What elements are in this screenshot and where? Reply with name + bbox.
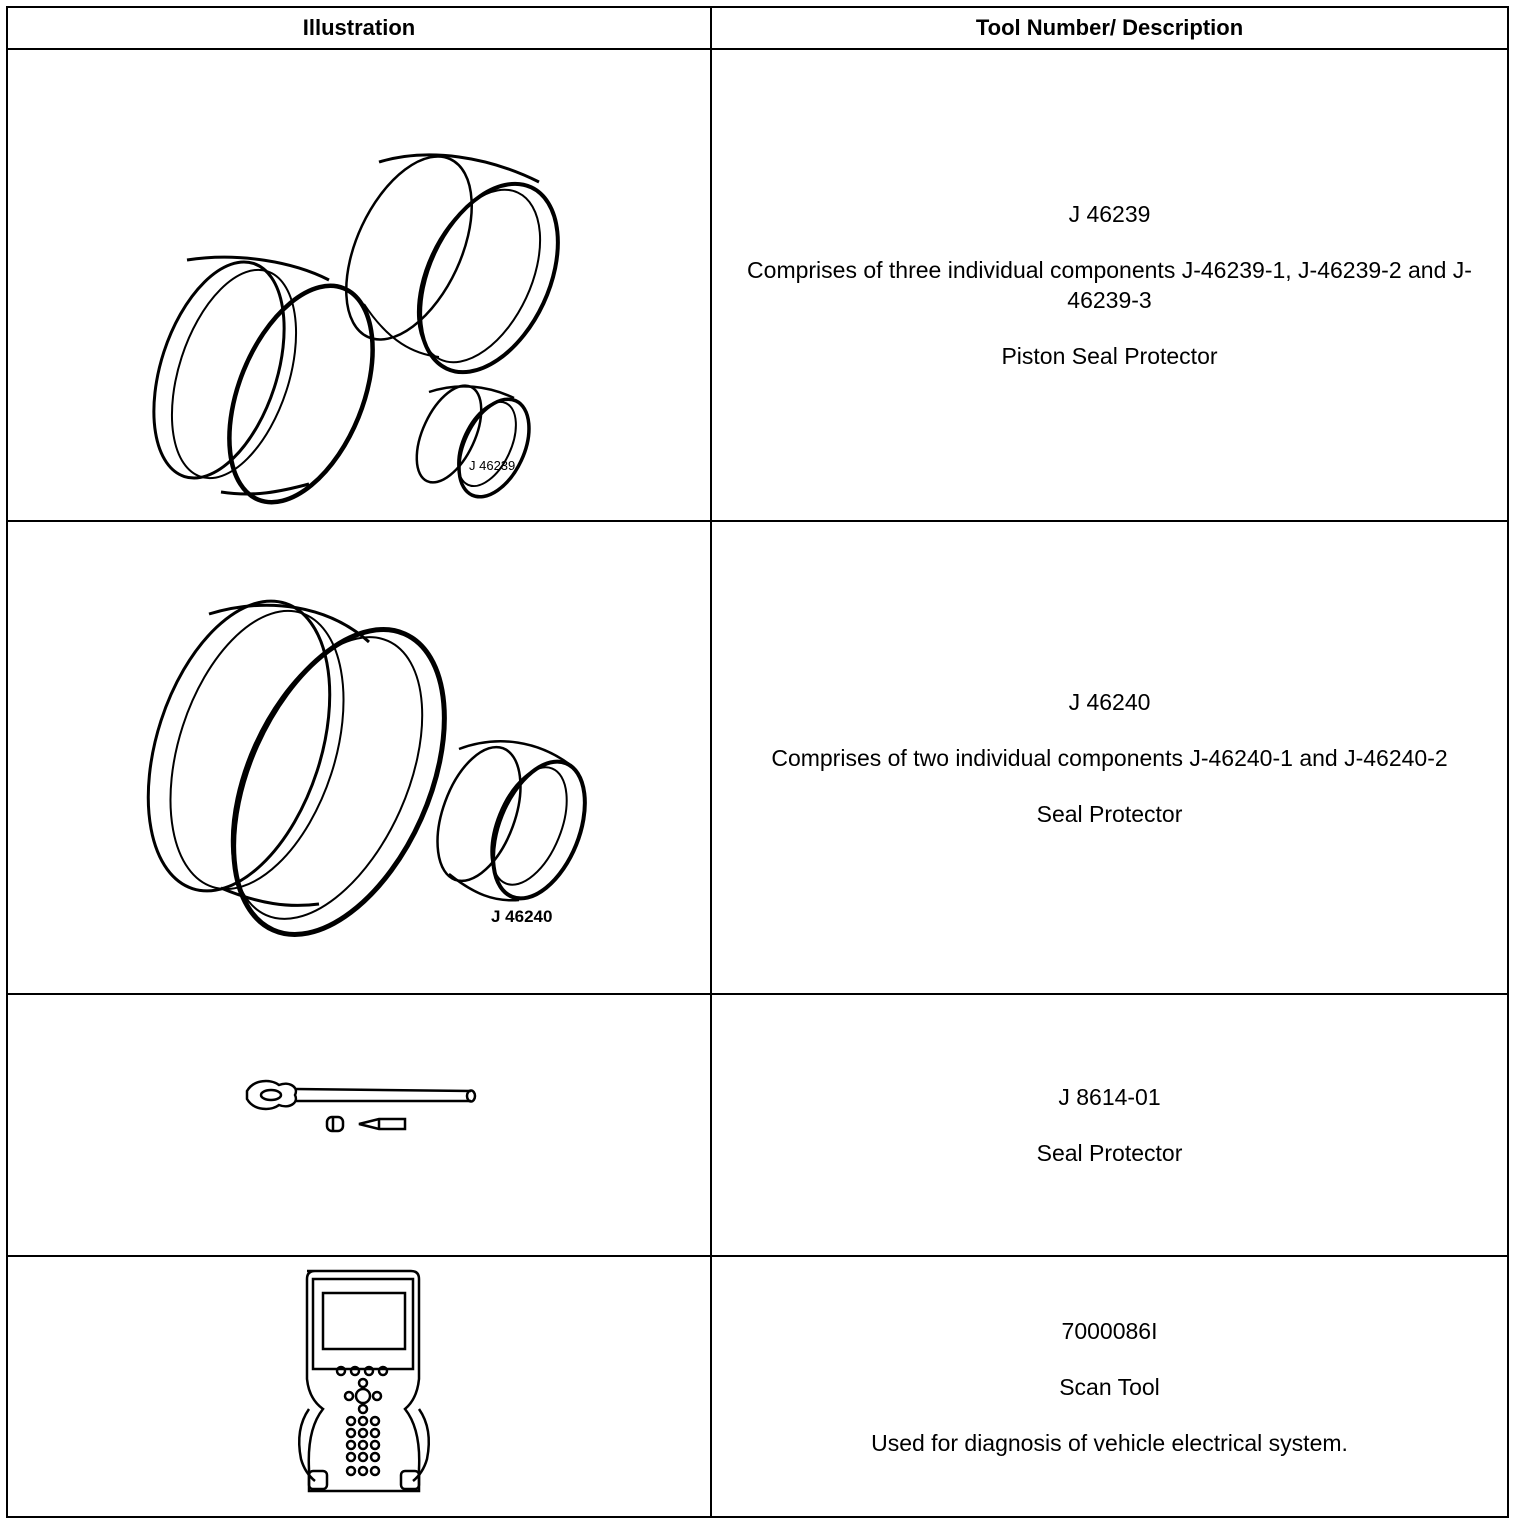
description-cell <box>711 521 1508 994</box>
illustration-cell <box>7 994 711 1256</box>
special-tools-table <box>6 6 1509 1518</box>
scan-tool-device-icon <box>9 1259 709 1514</box>
description-cell <box>711 1256 1508 1517</box>
tool-name: Seal Protector <box>1036 800 1183 827</box>
header-illustration: Illustration <box>7 7 711 49</box>
illustration-cell <box>7 521 711 994</box>
table-row <box>7 994 1508 1256</box>
description-cell <box>711 994 1508 1256</box>
illustration-cell <box>7 1256 711 1517</box>
table-row <box>7 1256 1508 1517</box>
seal-protector-rod-tool-icon <box>9 997 709 1253</box>
header-tool-description: Tool Number/ Description <box>711 7 1508 49</box>
tool-components: Comprises of three individual components J-46239-1, J-46239-2 and J-46239-3 <box>747 257 1472 313</box>
seal-protector-set-three-rings-icon <box>9 52 709 518</box>
table-row <box>7 521 1508 994</box>
tool-number: J 46240 <box>1068 688 1151 715</box>
illustration-cell <box>7 49 711 521</box>
tool-number: J 46239 <box>1068 201 1151 227</box>
tool-name: Scan Tool <box>1059 1373 1160 1400</box>
tool-number: J 8614-01 <box>1058 1084 1161 1110</box>
seal-protector-set-two-rings-icon <box>9 524 709 991</box>
figure-label: J 46240 <box>491 907 553 926</box>
table-row <box>7 49 1508 521</box>
tool-name: Piston Seal Protector <box>1001 343 1218 369</box>
figure-label: J 46239 <box>469 458 516 473</box>
header-row <box>7 7 1508 49</box>
tool-components: Comprises of two individual components J-46240-1 and J-46240-2 <box>771 744 1448 771</box>
description-cell <box>711 49 1508 521</box>
tool-number: 7000086I <box>1061 1317 1158 1344</box>
tool-name: Seal Protector <box>1036 1140 1183 1166</box>
tool-usage: Used for diagnosis of vehicle electrical system. <box>871 1429 1348 1456</box>
